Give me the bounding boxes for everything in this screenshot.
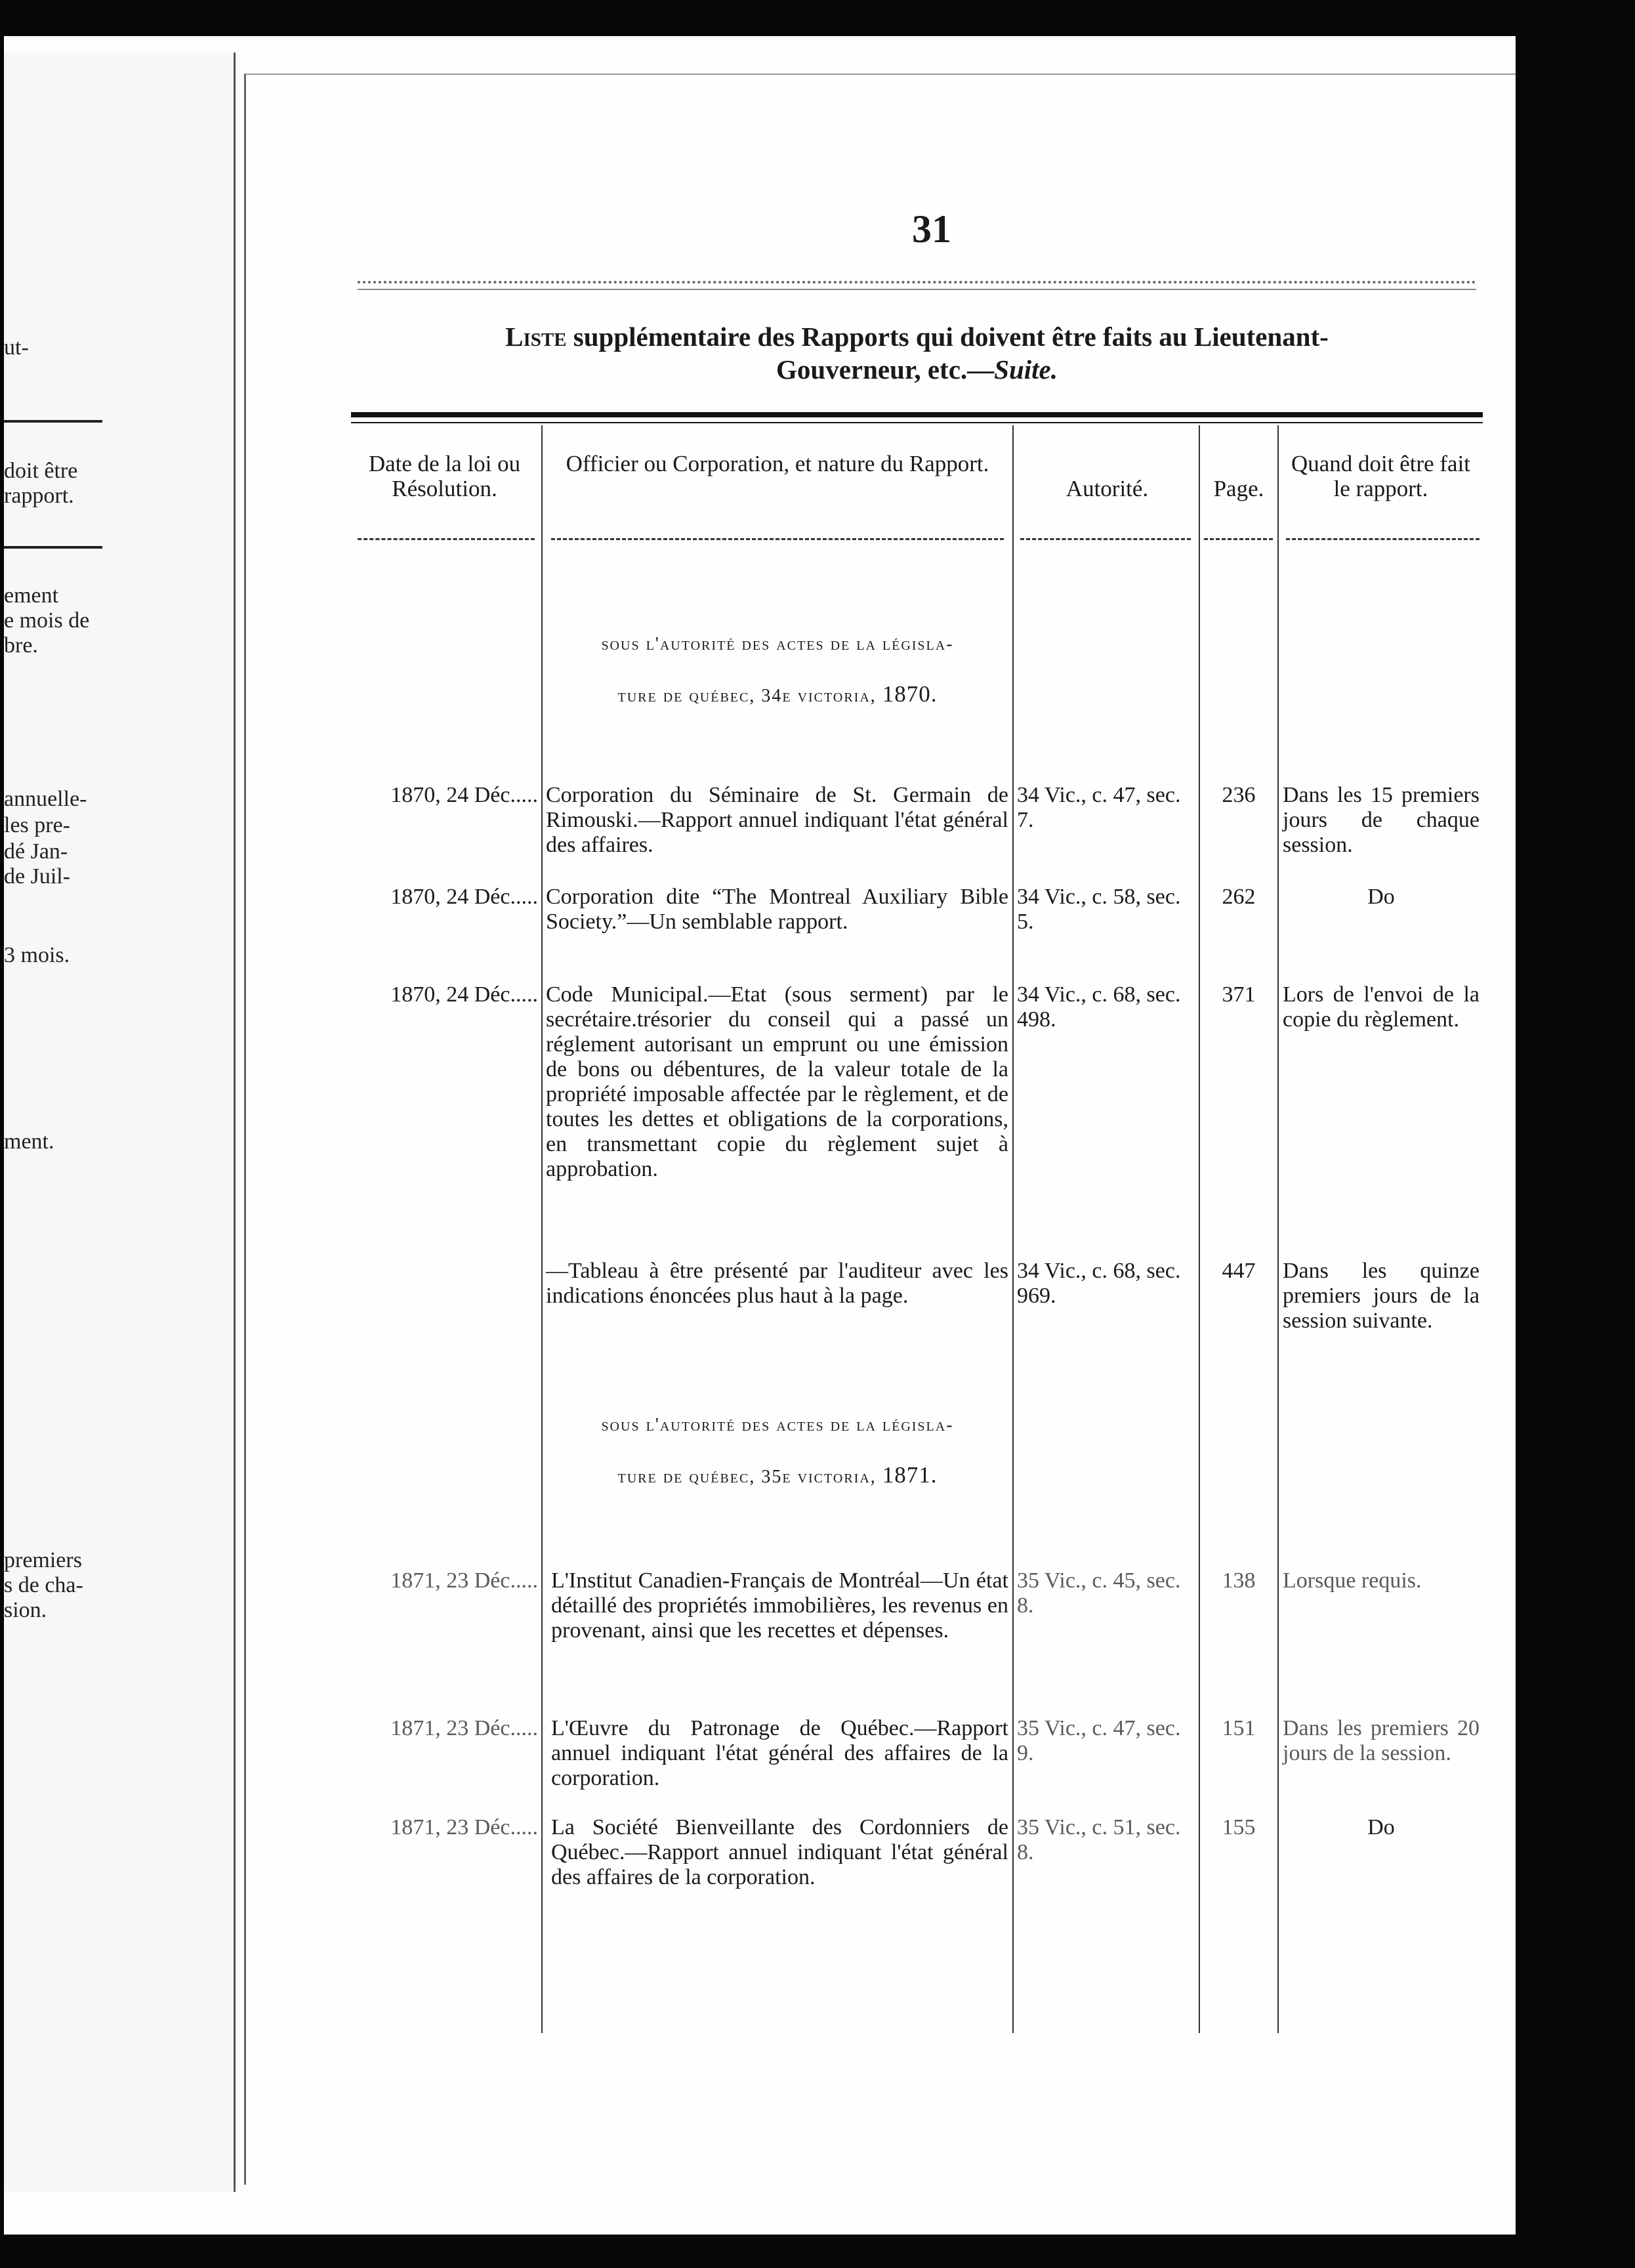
row-when: Dans les premiers 20 jours de la session. xyxy=(1283,1716,1480,1765)
row-when: Dans les 15 premiers jours de chaque session. xyxy=(1283,783,1480,857)
column-header-page: Page. xyxy=(1213,476,1264,501)
row-when: Do xyxy=(1367,1815,1395,1839)
row-authority: 35 Vic., c. 47, sec. 9. xyxy=(1017,1716,1181,1765)
left-page-line: sion. xyxy=(4,1598,47,1622)
row-description: La Société Bienveillante des Cordonniers de Québec.—Rapport annuel indiquant l'état général des affaires de la corporation. xyxy=(551,1815,1008,1889)
row-when: Lors de l'envoi de la copie du règlement. xyxy=(1283,982,1480,1032)
previous-page-fragment xyxy=(4,52,236,2192)
row-date: 1871, 23 Déc..... xyxy=(390,1568,538,1593)
row-authority: 34 Vic., c. 47, sec. 7. xyxy=(1017,783,1181,832)
column-divider xyxy=(1199,425,1200,2033)
row-authority: 35 Vic., c. 51, sec. 8. xyxy=(1017,1815,1181,1864)
section-heading xyxy=(541,630,1014,711)
section-heading xyxy=(541,1411,1014,1492)
row-authority: 34 Vic., c. 58, sec. 5. xyxy=(1017,885,1181,934)
left-page-rule xyxy=(4,420,102,423)
row-page: 236 xyxy=(1222,783,1256,807)
left-page-line: ment. xyxy=(4,1129,54,1154)
title-line2: Gouverneur, etc.— xyxy=(776,354,995,385)
row-page: 138 xyxy=(1222,1568,1256,1593)
left-page-line: e mois de xyxy=(4,608,90,633)
row-authority: 35 Vic., c. 45, sec. 8. xyxy=(1017,1568,1181,1618)
left-page-rule xyxy=(4,546,102,549)
column-header-officer: Officier ou Corporation, et nature du Rapport. xyxy=(566,451,989,476)
title-suite: Suite. xyxy=(994,354,1058,385)
section-line: sous l'autorité des actes de la législa- xyxy=(601,1415,954,1435)
scan-border-top xyxy=(0,0,1635,36)
row-when: Do xyxy=(1367,885,1395,909)
column-header-rule xyxy=(1204,538,1273,540)
header-rule xyxy=(358,281,1476,284)
row-when: Lorsque requis. xyxy=(1283,1568,1422,1593)
left-page-line: annuelle- xyxy=(4,787,87,811)
table-top-rule xyxy=(351,412,1483,417)
row-description: L'Institut Canadien-Français de Montréal—Un état détaillé des propriétés immobilières, les revenus en provenant, ainsi que les recettes et dépenses. xyxy=(551,1568,1008,1643)
scan-border-bottom xyxy=(0,2235,1635,2268)
row-page: 371 xyxy=(1222,982,1256,1007)
column-header-date: Date de la loi ou Résolution. xyxy=(368,451,521,501)
table-title xyxy=(358,320,1476,386)
column-header-when: Quand doit être fait le rapport. xyxy=(1291,451,1471,501)
scan-border-right xyxy=(1516,0,1635,2268)
row-description: L'Œuvre du Patronage de Québec.—Rapport annuel indiquant l'état général des affaires de la corporation. xyxy=(551,1716,1008,1790)
left-page-line: s de cha- xyxy=(4,1573,83,1597)
table-top-rule xyxy=(351,422,1483,423)
row-authority: 34 Vic., c. 68, sec. 498. xyxy=(1017,982,1181,1032)
page-number: 31 xyxy=(912,207,951,251)
section-line: sous l'autorité des actes de la législa- xyxy=(601,634,954,654)
row-authority: 34 Vic., c. 68, sec. 969. xyxy=(1017,1259,1181,1308)
left-page-line: 3 mois. xyxy=(4,943,70,967)
column-header-rule xyxy=(1286,538,1480,540)
left-page-line: doit être xyxy=(4,459,78,483)
row-when: Dans les quinze premiers jours de la session suivante. xyxy=(1283,1259,1480,1333)
title-lead: Liste xyxy=(505,322,567,352)
column-header-rule xyxy=(1020,538,1191,540)
column-header-rule xyxy=(551,538,1004,540)
column-header-rule xyxy=(358,538,535,540)
row-page: 151 xyxy=(1222,1716,1256,1740)
row-description: Corporation du Séminaire de St. Germain de Rimouski.—Rapport annuel indiquant l'état général des affaires. xyxy=(546,783,1008,857)
row-description: Code Municipal.—Etat (sous serment) par le secrétaire.trésorier du conseil qui a passé un réglement autorisant un emprunt ou une émission de bons ou débentures, de la valeur totale de la propriété imposable affectée par le règlement, et de toutes les dettes et obligations de la corporations, en transmettant copie du règlement sujet à approbation. xyxy=(546,982,1008,1181)
row-date: 1871, 23 Déc..... xyxy=(390,1815,538,1839)
title-rest: supplémentaire des Rapports qui doivent être faits au Lieutenant- xyxy=(566,322,1329,352)
left-page-line: rapport. xyxy=(4,484,74,508)
left-page-line: ut- xyxy=(4,335,29,360)
left-page-line: dé Jan- xyxy=(4,839,68,864)
row-date: 1870, 24 Déc..... xyxy=(390,783,538,807)
section-year: 1871. xyxy=(882,1462,938,1488)
left-page-line: premiers xyxy=(4,1548,82,1572)
row-description: Corporation dite “The Montreal Auxiliary Bible Society.”—Un semblable rapport. xyxy=(546,885,1008,934)
left-page-line: bre. xyxy=(4,633,38,658)
left-page-line: les pre- xyxy=(4,813,71,837)
section-year: 1870. xyxy=(882,681,938,707)
column-header-authority: Autorité. xyxy=(1066,476,1149,501)
row-page: 155 xyxy=(1222,1815,1256,1839)
left-page-line: ement xyxy=(4,583,59,608)
row-date: 1870, 24 Déc..... xyxy=(390,885,538,909)
column-divider xyxy=(1277,425,1279,2033)
section-line: ture de québec, 35e victoria, xyxy=(617,1467,877,1487)
row-date: 1871, 23 Déc..... xyxy=(390,1716,538,1740)
header-rule xyxy=(358,289,1476,290)
row-date: 1870, 24 Déc..... xyxy=(390,982,538,1007)
left-page-line: de Juil- xyxy=(4,864,71,889)
section-line: ture de québec, 34e victoria, xyxy=(617,686,877,706)
row-page: 262 xyxy=(1222,885,1256,909)
row-description: —Tableau à être présenté par l'auditeur avec les indications énoncées plus haut à la page. xyxy=(546,1259,1008,1308)
row-page: 447 xyxy=(1222,1259,1256,1283)
